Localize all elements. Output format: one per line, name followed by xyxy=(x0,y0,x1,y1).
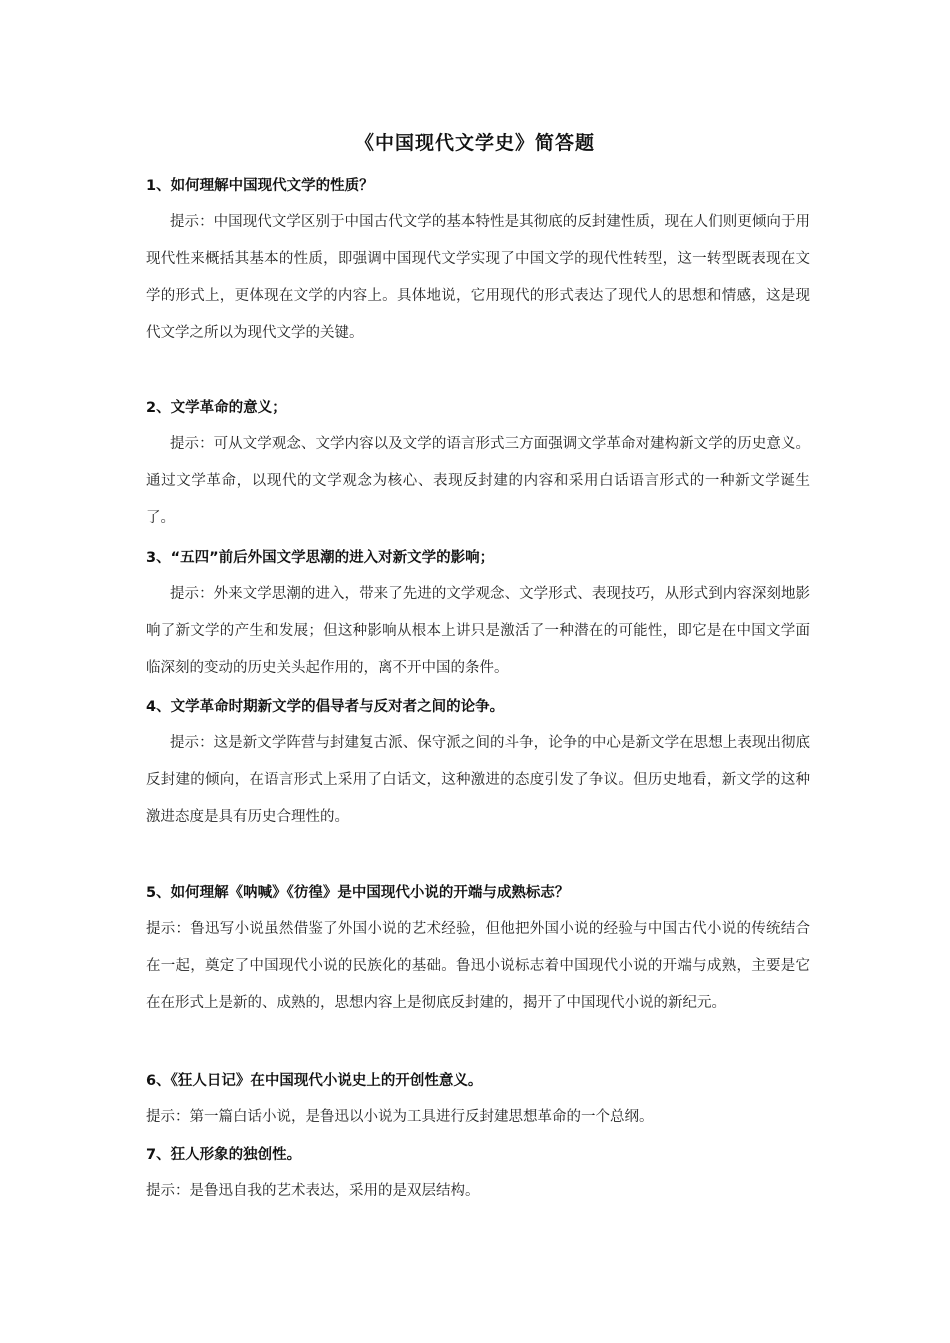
document-title: 《中国现代文学史》简答题 xyxy=(354,132,595,154)
question-4: 4、文学革命时期新文学的倡导者与反对者之间的论争。 xyxy=(146,699,505,715)
answer-7: 提示：是鲁迅自我的艺术表达，采用的是双层结构。 xyxy=(146,1183,480,1199)
answer-3: 提示：外来文学思潮的进入，带来了先进的文学观念、文学形式、表现技巧，从形式到内容深刻地影响了新文学的产生和发展；但这种影响从根本上讲只是激活了一种潜在的可能性，即它是在中国文学面临深刻的变动的历史关头起作用的，离不开中国的条件。 xyxy=(146,586,810,676)
question-1: 1、如何理解中国现代文学的性质？ xyxy=(146,178,374,194)
question-2: 2、文学革命的意义； xyxy=(146,400,287,416)
answer-6: 提示：第一篇白话小说，是鲁迅以小说为工具进行反封建思想革命的一个总纲。 xyxy=(146,1109,654,1125)
question-5: 5、如何理解《呐喊》《彷徨》是中国现代小说的开端与成熟标志？ xyxy=(146,885,570,901)
question-6: 6、《狂人日记》在中国现代小说史上的开创性意义。 xyxy=(146,1073,483,1089)
answer-4: 提示：这是新文学阵营与封建复古派、保守派之间的斗争，论争的中心是新文学在思想上表现出彻底反封建的倾向，在语言形式上采用了白话文，这种激进的态度引发了争议。但历史地看，新文学的这种激进态度是具有历史合理性的。 xyxy=(146,735,810,825)
answer-5: 提示：鲁迅写小说虽然借鉴了外国小说的艺术经验，但他把外国小说的经验与中国古代小说的传统结合在一起，奠定了中国现代小说的民族化的基础。鲁迅小说标志着中国现代小说的开端与成熟，主要是它在在形式上是新的、成熟的，思想内容上是彻底反封建的，揭开了中国现代小说的新纪元。 xyxy=(146,921,810,1011)
answer-1: 提示：中国现代文学区别于中国古代文学的基本特性是其彻底的反封建性质，现在人们则更倾向于用现代性来概括其基本的性质，即强调中国现代文学实现了中国文学的现代性转型，这一转型既表现在文学的形式上，更体现在文学的内容上。具体地说，它用现代的形式表达了现代人的思想和情感，这是现代文学之所以为现代文学的关键。 xyxy=(146,214,810,341)
answer-2: 提示：可从文学观念、文学内容以及文学的语言形式三方面强调文学革命对建构新文学的历史意义。通过文学革命，以现代的文学观念为核心、表现反封建的内容和采用白话语言形式的一种新文学诞生了。 xyxy=(146,436,810,526)
question-7: 7、狂人形象的独创性。 xyxy=(146,1147,302,1163)
question-3: 3、“五四”前后外国文学思潮的进入对新文学的影响； xyxy=(146,550,495,566)
